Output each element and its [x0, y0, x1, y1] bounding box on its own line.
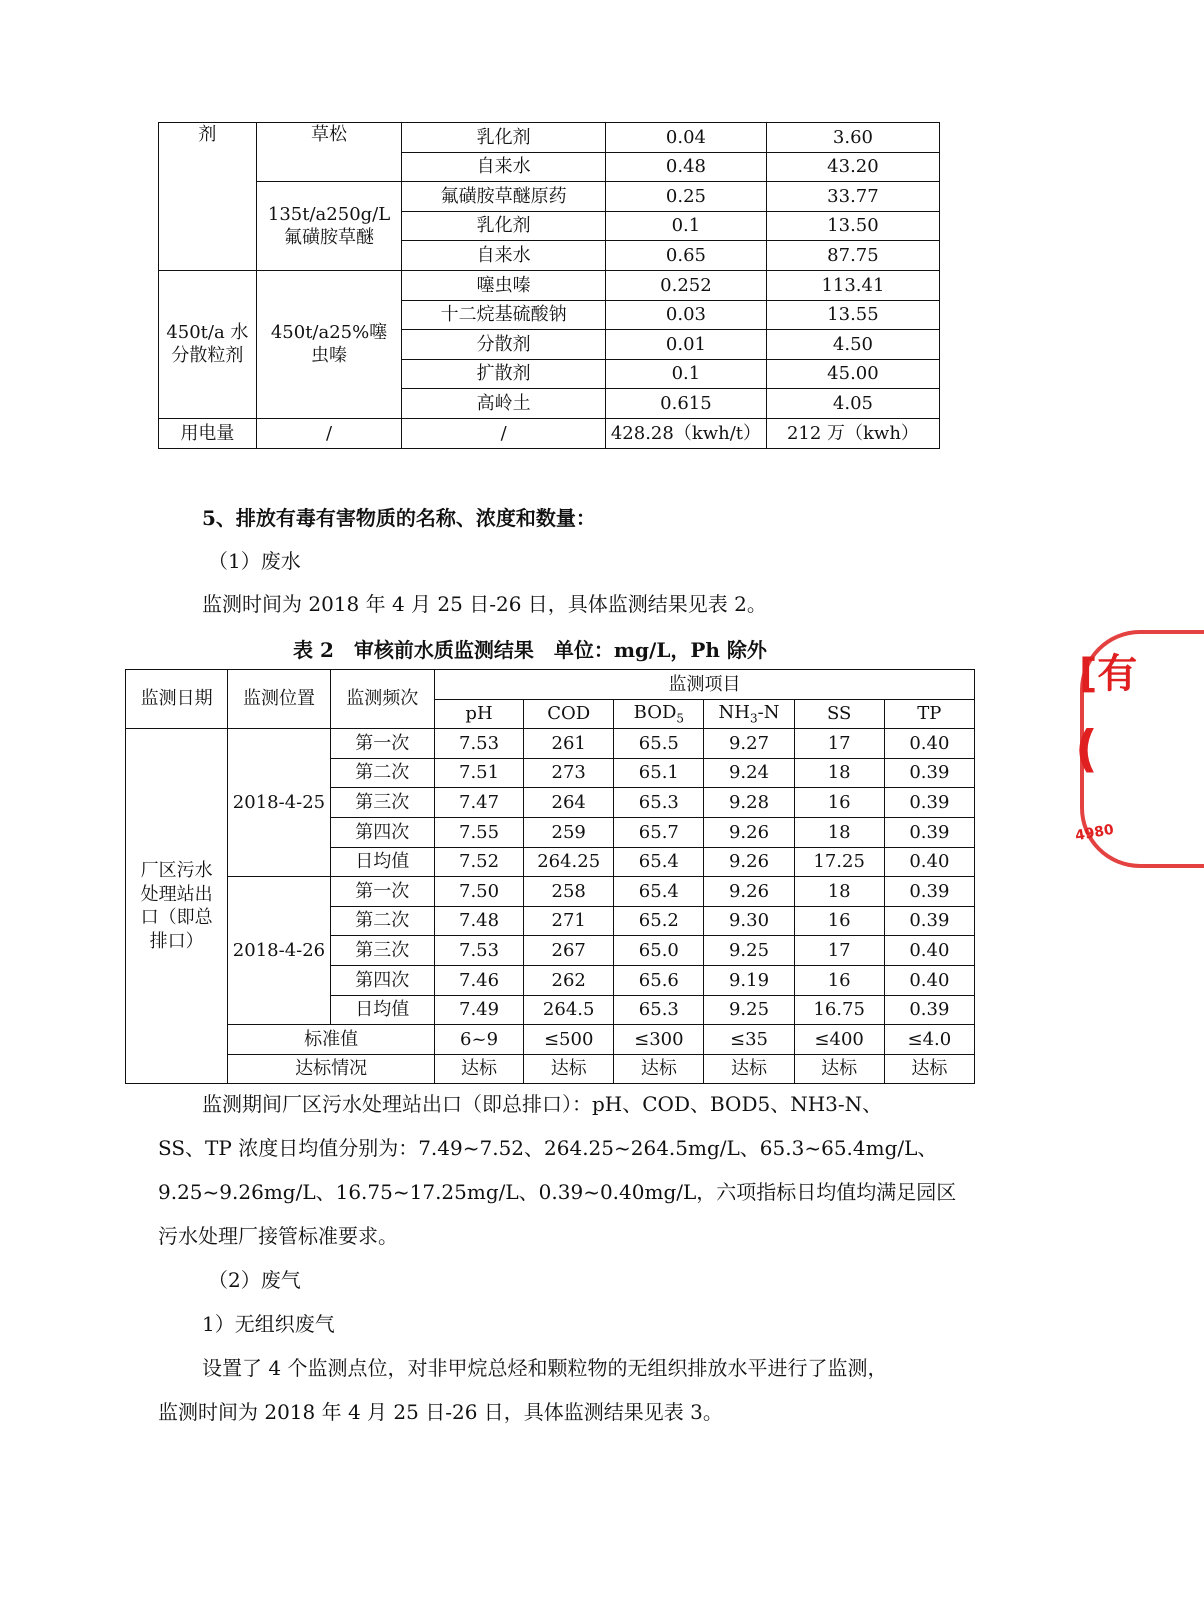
- subheading-unorganized: 1）无组织废气: [202, 1312, 335, 1336]
- paragraph-line: SS、TP 浓度日均值分别为：7.49~7.52、264.25~264.5mg/L、65.3~65.4mg/L、: [158, 1136, 938, 1160]
- table-cell: 0.03: [606, 300, 767, 330]
- value-cell: 7.53: [434, 729, 523, 759]
- value-cell: 9.24: [704, 758, 794, 788]
- header-date: 监测日期: [126, 670, 228, 729]
- value-cell: 17: [794, 729, 884, 759]
- header-bod-text: BOD: [633, 701, 677, 723]
- compliance-value: 达标: [614, 1054, 704, 1084]
- value-cell: 9.28: [704, 788, 794, 818]
- table-row: [126, 729, 975, 759]
- paragraph-line: 设置了 4 个监测点位，对非甲烷总烃和颗粒物的无组织排放水平进行了监测，: [202, 1356, 888, 1380]
- table-cell: 剂: [159, 123, 257, 271]
- value-cell: 0.39: [884, 788, 974, 818]
- value-cell: 0.40: [884, 729, 974, 759]
- value-cell: 261: [524, 729, 614, 759]
- table-cell: 13.55: [766, 300, 939, 330]
- value-cell: 9.30: [704, 906, 794, 936]
- value-cell: 259: [524, 817, 614, 847]
- value-cell: 258: [524, 877, 614, 907]
- value-cell: 0.40: [884, 965, 974, 995]
- date-cell: 2018-4-26: [228, 877, 330, 1025]
- header-nh-sub: 3: [749, 711, 758, 726]
- standard-value: ≤4.0: [884, 1025, 974, 1055]
- table-cell: [159, 270, 257, 418]
- table-cell: 4.05: [766, 389, 939, 419]
- table-cell: 0.25: [606, 182, 767, 212]
- table-cell: 0.1: [606, 211, 767, 241]
- stamp-text: [有: [1079, 651, 1138, 697]
- value-cell: 9.25: [704, 995, 794, 1025]
- compliance-value: 达标: [524, 1054, 614, 1084]
- value-cell: 65.3: [614, 995, 704, 1025]
- table-cell: 33.77: [766, 182, 939, 212]
- table-cell: 13.50: [766, 211, 939, 241]
- table-cell: 乳化剂: [402, 211, 606, 241]
- location-cell: [126, 729, 228, 1084]
- standard-value: 6~9: [434, 1025, 523, 1055]
- table-cell: 用电量: [159, 418, 257, 448]
- table-cell: 乳化剂: [402, 123, 606, 153]
- table-cell: 212 万（kwh）: [766, 418, 939, 448]
- table-row: [159, 182, 940, 212]
- table-cell: 4.50: [766, 330, 939, 360]
- table-cell: 87.75: [766, 241, 939, 271]
- value-cell: 7.55: [434, 817, 523, 847]
- value-cell: 7.50: [434, 877, 523, 907]
- table-row: [159, 270, 940, 300]
- value-cell: 18: [794, 758, 884, 788]
- table-cell: 0.48: [606, 152, 767, 182]
- date-cell: 2018-4-25: [228, 729, 330, 877]
- compliance-row: [126, 1054, 975, 1084]
- table-cell: 113.41: [766, 270, 939, 300]
- header-bod: [614, 699, 704, 729]
- table-row: [126, 877, 975, 907]
- standard-value: ≤35: [704, 1025, 794, 1055]
- table-cell: [256, 182, 402, 271]
- table-cell: 0.65: [606, 241, 767, 271]
- value-cell: 0.39: [884, 877, 974, 907]
- table-cell: 十二烷基硫酸钠: [402, 300, 606, 330]
- value-cell: 264: [524, 788, 614, 818]
- table-cell: 自来水: [402, 241, 606, 271]
- frequency-cell: 第一次: [330, 729, 434, 759]
- table-cell: 草松: [256, 123, 402, 182]
- compliance-value: 达标: [884, 1054, 974, 1084]
- table-cell: 扩散剂: [402, 359, 606, 389]
- location-line: 厂区污水: [140, 860, 213, 882]
- value-cell: 273: [524, 758, 614, 788]
- value-cell: 9.26: [704, 817, 794, 847]
- compliance-value: 达标: [704, 1054, 794, 1084]
- standard-value: ≤300: [614, 1025, 704, 1055]
- header-location: 监测位置: [228, 670, 330, 729]
- header-nh-suffix: -N: [757, 701, 780, 723]
- paragraph-line: 监测期间厂区污水处理站出口（即总排口）：pH、COD、BOD5、NH3-N、: [202, 1092, 883, 1116]
- frequency-cell: 第四次: [330, 965, 434, 995]
- table-cell: 43.20: [766, 152, 939, 182]
- value-cell: 65.5: [614, 729, 704, 759]
- value-cell: 16.75: [794, 995, 884, 1025]
- value-cell: 264.5: [524, 995, 614, 1025]
- value-cell: 17: [794, 936, 884, 966]
- table-row: [159, 418, 940, 448]
- value-cell: 9.26: [704, 847, 794, 877]
- company-stamp: [1073, 630, 1138, 860]
- cell-line: 氟磺胺草醚: [284, 227, 375, 249]
- table-cell: 0.615: [606, 389, 767, 419]
- table-header-row: [126, 670, 975, 700]
- table-row: [159, 123, 940, 153]
- cell-line: 分散粒剂: [171, 345, 244, 367]
- stamp-text: (: [1075, 720, 1098, 778]
- value-cell: 65.1: [614, 758, 704, 788]
- compliance-value: 达标: [794, 1054, 884, 1084]
- table-cell: 0.1: [606, 359, 767, 389]
- table-cell: 0.04: [606, 123, 767, 153]
- table-cell: /: [402, 418, 606, 448]
- value-cell: 7.47: [434, 788, 523, 818]
- value-cell: 0.39: [884, 906, 974, 936]
- value-cell: 271: [524, 906, 614, 936]
- value-cell: 0.39: [884, 817, 974, 847]
- cell-line: 450t/a 水: [166, 322, 249, 344]
- water-quality-table: [125, 669, 975, 1084]
- value-cell: 267: [524, 936, 614, 966]
- table-cell: /: [256, 418, 402, 448]
- table-cell: 428.28（kwh/t）: [606, 418, 767, 448]
- value-cell: 7.53: [434, 936, 523, 966]
- value-cell: 9.25: [704, 936, 794, 966]
- header-cod: COD: [524, 699, 614, 729]
- materials-table: [158, 122, 940, 449]
- paragraph-line: 9.25~9.26mg/L、16.75~17.25mg/L、0.39~0.40mg/L，六项指标日均值均满足园区: [158, 1180, 957, 1204]
- value-cell: 9.26: [704, 877, 794, 907]
- value-cell: 17.25: [794, 847, 884, 877]
- compliance-label: 达标情况: [228, 1054, 435, 1084]
- water-quality-body: [126, 729, 975, 1084]
- value-cell: 0.39: [884, 758, 974, 788]
- table-cell: 自来水: [402, 152, 606, 182]
- paragraph-line: 监测时间为 2018 年 4 月 25 日-26 日，具体监测结果见表 3。: [158, 1400, 723, 1424]
- cell-line: 虫嗪: [311, 345, 348, 367]
- value-cell: 65.7: [614, 817, 704, 847]
- header-nh: [704, 699, 794, 729]
- value-cell: 262: [524, 965, 614, 995]
- table-cell: [256, 270, 402, 418]
- table-cell: 分散剂: [402, 330, 606, 360]
- standard-label: 标准值: [228, 1025, 435, 1055]
- subheading-waste-gas: （2）废气: [208, 1268, 301, 1292]
- table-cell: 45.00: [766, 359, 939, 389]
- location-line: 处理站出: [140, 883, 213, 905]
- frequency-cell: 第二次: [330, 906, 434, 936]
- value-cell: 7.52: [434, 847, 523, 877]
- cell-line: 450t/a25%噻: [270, 322, 388, 344]
- header-tp: TP: [884, 699, 974, 729]
- cell-line: 135t/a250g/L: [267, 203, 391, 225]
- header-items: 监测项目: [434, 670, 974, 700]
- value-cell: 9.27: [704, 729, 794, 759]
- paragraph: 监测时间为 2018 年 4 月 25 日-26 日，具体监测结果见表 2。: [202, 592, 767, 616]
- table-caption: 表 2 审核前水质监测结果 单位：mg/L，Ph 除外: [293, 638, 767, 662]
- value-cell: 65.2: [614, 906, 704, 936]
- value-cell: 65.6: [614, 965, 704, 995]
- value-cell: 9.19: [704, 965, 794, 995]
- table-cell: 0.252: [606, 270, 767, 300]
- value-cell: 264.25: [524, 847, 614, 877]
- value-cell: 0.40: [884, 847, 974, 877]
- table-cell: 0.01: [606, 330, 767, 360]
- frequency-cell: 第三次: [330, 936, 434, 966]
- value-cell: 0.40: [884, 936, 974, 966]
- value-cell: 0.39: [884, 995, 974, 1025]
- value-cell: 7.51: [434, 758, 523, 788]
- standard-value: ≤400: [794, 1025, 884, 1055]
- value-cell: 65.4: [614, 877, 704, 907]
- table-cell: 氟磺胺草醚原药: [402, 182, 606, 212]
- location-line: 排口）: [149, 930, 204, 952]
- frequency-cell: 第一次: [330, 877, 434, 907]
- value-cell: 65.0: [614, 936, 704, 966]
- paragraph-line: 污水处理厂接管标准要求。: [158, 1224, 398, 1248]
- value-cell: 65.3: [614, 788, 704, 818]
- table-cell: 噻虫嗪: [402, 270, 606, 300]
- subheading-waste-water: （1）废水: [208, 549, 301, 573]
- value-cell: 16: [794, 906, 884, 936]
- frequency-cell: 第二次: [330, 758, 434, 788]
- value-cell: 16: [794, 965, 884, 995]
- frequency-cell: 日均值: [330, 995, 434, 1025]
- frequency-cell: 日均值: [330, 847, 434, 877]
- frequency-cell: 第四次: [330, 817, 434, 847]
- value-cell: 18: [794, 817, 884, 847]
- value-cell: 7.46: [434, 965, 523, 995]
- table-cell: 3.60: [766, 123, 939, 153]
- header-ph: pH: [434, 699, 523, 729]
- frequency-cell: 第三次: [330, 788, 434, 818]
- standard-row: [126, 1025, 975, 1055]
- standard-value: ≤500: [524, 1025, 614, 1055]
- table-cell: 高岭土: [402, 389, 606, 419]
- value-cell: 16: [794, 788, 884, 818]
- header-bod-sub: 5: [676, 711, 685, 726]
- compliance-value: 达标: [434, 1054, 523, 1084]
- header-ss: SS: [794, 699, 884, 729]
- section-heading: 5、排放有毒有害物质的名称、浓度和数量：: [202, 506, 596, 530]
- header-frequency: 监测频次: [330, 670, 434, 729]
- header-nh-text: NH: [718, 701, 750, 723]
- value-cell: 7.48: [434, 906, 523, 936]
- location-line: 口（即总: [140, 907, 213, 929]
- stamp-number: 4980: [1073, 821, 1116, 845]
- value-cell: 65.4: [614, 847, 704, 877]
- value-cell: 7.49: [434, 995, 523, 1025]
- value-cell: 18: [794, 877, 884, 907]
